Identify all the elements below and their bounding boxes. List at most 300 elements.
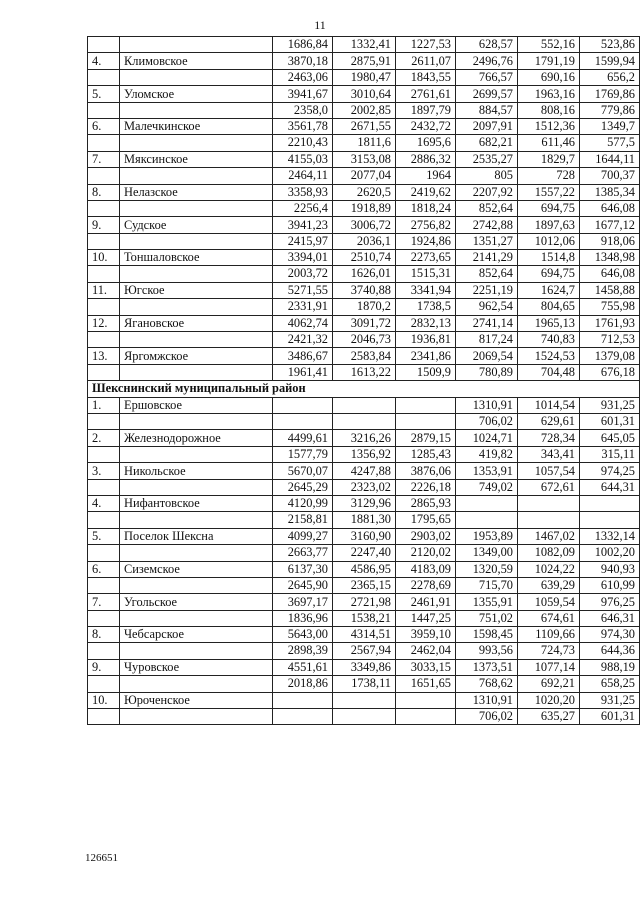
- value-cell: [580, 512, 640, 528]
- settlement-name: Ягановское: [120, 315, 273, 331]
- value-cell: 740,83: [518, 332, 580, 348]
- value-cell: 2036,1: [333, 233, 396, 249]
- value-cell: 4551,61: [273, 659, 333, 675]
- value-cell: 2046,73: [333, 332, 396, 348]
- value-cell: 2461,91: [396, 594, 456, 610]
- value-cell: 3216,26: [333, 430, 396, 446]
- row-number: 11.: [88, 282, 120, 298]
- value-cell: 1953,89: [456, 528, 518, 544]
- value-cell: 2278,69: [396, 577, 456, 593]
- value-cell: 601,31: [580, 413, 640, 429]
- value-cell: 2875,91: [333, 53, 396, 69]
- settlement-name: Угольское: [120, 594, 273, 610]
- value-cell: 3876,06: [396, 463, 456, 479]
- value-cell: [333, 397, 396, 413]
- row-number: 13.: [88, 348, 120, 364]
- row-number: 7.: [88, 594, 120, 610]
- value-cell: 1524,53: [518, 348, 580, 364]
- value-cell: [396, 397, 456, 413]
- value-cell: 1769,86: [580, 86, 640, 102]
- value-cell: 1348,98: [580, 250, 640, 266]
- value-cell: 1509,9: [396, 364, 456, 380]
- value-cell: 2583,84: [333, 348, 396, 364]
- value-cell: 3006,72: [333, 217, 396, 233]
- value-cell: 1109,66: [518, 627, 580, 643]
- value-cell: 656,2: [580, 69, 640, 85]
- row-number: [88, 545, 120, 561]
- value-cell: 2419,62: [396, 184, 456, 200]
- settlement-name: [120, 299, 273, 315]
- value-cell: 3870,18: [273, 53, 333, 69]
- value-cell: [518, 512, 580, 528]
- value-cell: [333, 413, 396, 429]
- value-cell: 601,31: [580, 709, 640, 725]
- settlement-name: Ершовское: [120, 397, 273, 413]
- value-cell: 918,06: [580, 233, 640, 249]
- table-row: [88, 512, 640, 528]
- value-cell: 1613,22: [333, 364, 396, 380]
- value-cell: 611,46: [518, 135, 580, 151]
- settlement-name: Югское: [120, 282, 273, 298]
- value-cell: 706,02: [456, 413, 518, 429]
- value-cell: 1644,11: [580, 151, 640, 167]
- row-number: 3.: [88, 463, 120, 479]
- table-row: [88, 69, 640, 85]
- value-cell: 2207,92: [456, 184, 518, 200]
- value-cell: 1964: [396, 168, 456, 184]
- table-row: [88, 151, 640, 167]
- value-cell: 817,24: [456, 332, 518, 348]
- table-row: [88, 364, 640, 380]
- value-cell: 2886,32: [396, 151, 456, 167]
- value-cell: 1349,7: [580, 118, 640, 134]
- value-cell: 3033,15: [396, 659, 456, 675]
- value-cell: 5670,07: [273, 463, 333, 479]
- value-cell: 2865,93: [396, 495, 456, 511]
- settlement-name: [120, 135, 273, 151]
- table-row: [88, 250, 640, 266]
- section-row: [88, 381, 640, 397]
- settlement-name: Чебсарское: [120, 627, 273, 643]
- row-number: [88, 446, 120, 462]
- value-cell: [273, 413, 333, 429]
- value-cell: 2567,94: [333, 643, 396, 659]
- value-cell: 1227,53: [396, 37, 456, 53]
- value-cell: [396, 692, 456, 708]
- value-cell: 610,99: [580, 577, 640, 593]
- value-cell: [273, 397, 333, 413]
- value-cell: 4314,51: [333, 627, 396, 643]
- settlement-name: [120, 479, 273, 495]
- value-cell: 646,31: [580, 610, 640, 626]
- value-cell: 766,57: [456, 69, 518, 85]
- table-row: [88, 479, 640, 495]
- value-cell: 2663,77: [273, 545, 333, 561]
- value-cell: 1624,7: [518, 282, 580, 298]
- row-number: [88, 69, 120, 85]
- settlement-name: [120, 102, 273, 118]
- value-cell: 2879,15: [396, 430, 456, 446]
- value-cell: 755,98: [580, 299, 640, 315]
- value-cell: 2002,85: [333, 102, 396, 118]
- value-cell: 1077,14: [518, 659, 580, 675]
- value-cell: 1355,91: [456, 594, 518, 610]
- value-cell: 700,37: [580, 168, 640, 184]
- value-cell: 2671,55: [333, 118, 396, 134]
- value-cell: 577,5: [580, 135, 640, 151]
- value-cell: 4247,88: [333, 463, 396, 479]
- value-cell: 1677,12: [580, 217, 640, 233]
- value-cell: 2898,39: [273, 643, 333, 659]
- row-number: [88, 37, 120, 53]
- table-row: [88, 709, 640, 725]
- value-cell: 4183,09: [396, 561, 456, 577]
- value-cell: 706,02: [456, 709, 518, 725]
- settlement-name: Чуровское: [120, 659, 273, 675]
- value-cell: 3941,23: [273, 217, 333, 233]
- value-cell: 1924,86: [396, 233, 456, 249]
- table-row: [88, 397, 640, 413]
- row-number: [88, 413, 120, 429]
- value-cell: 993,56: [456, 643, 518, 659]
- value-cell: [333, 692, 396, 708]
- value-cell: 3349,86: [333, 659, 396, 675]
- value-cell: 2699,57: [456, 86, 518, 102]
- value-cell: 2097,91: [456, 118, 518, 134]
- value-cell: 1057,54: [518, 463, 580, 479]
- value-cell: 646,08: [580, 200, 640, 216]
- value-cell: 2761,61: [396, 86, 456, 102]
- value-cell: 780,89: [456, 364, 518, 380]
- value-cell: 1351,27: [456, 233, 518, 249]
- value-cell: 1577,79: [273, 446, 333, 462]
- row-number: 6.: [88, 561, 120, 577]
- table-row: [88, 577, 640, 593]
- table-row: [88, 332, 640, 348]
- value-cell: 1897,63: [518, 217, 580, 233]
- row-number: 7.: [88, 151, 120, 167]
- row-number: 12.: [88, 315, 120, 331]
- value-cell: 962,54: [456, 299, 518, 315]
- value-cell: [273, 709, 333, 725]
- value-cell: 1514,8: [518, 250, 580, 266]
- value-cell: 1332,14: [580, 528, 640, 544]
- value-cell: 315,11: [580, 446, 640, 462]
- value-cell: 2645,29: [273, 479, 333, 495]
- value-cell: 672,61: [518, 479, 580, 495]
- settlement-name: [120, 364, 273, 380]
- value-cell: 931,25: [580, 692, 640, 708]
- table-row: [88, 659, 640, 675]
- value-cell: 3959,10: [396, 627, 456, 643]
- table-row: [88, 315, 640, 331]
- table-row: [88, 627, 640, 643]
- value-cell: 628,57: [456, 37, 518, 53]
- value-cell: 1512,36: [518, 118, 580, 134]
- value-cell: 988,19: [580, 659, 640, 675]
- value-cell: 1965,13: [518, 315, 580, 331]
- settlement-name: Климовское: [120, 53, 273, 69]
- value-cell: 552,16: [518, 37, 580, 53]
- value-cell: 1447,25: [396, 610, 456, 626]
- value-cell: 3486,67: [273, 348, 333, 364]
- value-cell: 2210,43: [273, 135, 333, 151]
- value-cell: 2273,65: [396, 250, 456, 266]
- value-cell: 3941,67: [273, 86, 333, 102]
- settlement-name: [120, 200, 273, 216]
- table-row: [88, 102, 640, 118]
- value-cell: 4499,61: [273, 430, 333, 446]
- table-row: [88, 545, 640, 561]
- settlement-name: [120, 69, 273, 85]
- value-cell: 1349,00: [456, 545, 518, 561]
- value-cell: 1695,6: [396, 135, 456, 151]
- settlement-name: [120, 332, 273, 348]
- value-cell: 646,08: [580, 266, 640, 282]
- value-cell: 682,21: [456, 135, 518, 151]
- value-cell: [396, 709, 456, 725]
- value-cell: 1651,65: [396, 676, 456, 692]
- value-cell: 1310,91: [456, 397, 518, 413]
- value-cell: 1881,30: [333, 512, 396, 528]
- row-number: 10.: [88, 692, 120, 708]
- settlement-name: [120, 643, 273, 659]
- settlement-name: Юроченское: [120, 692, 273, 708]
- value-cell: 674,61: [518, 610, 580, 626]
- settlement-name: [120, 577, 273, 593]
- settlement-name: [120, 610, 273, 626]
- value-cell: 694,75: [518, 200, 580, 216]
- row-number: 5.: [88, 528, 120, 544]
- value-cell: 974,25: [580, 463, 640, 479]
- value-cell: 1285,43: [396, 446, 456, 462]
- value-cell: 3153,08: [333, 151, 396, 167]
- row-number: [88, 299, 120, 315]
- table-row: [88, 610, 640, 626]
- settlement-name: Железнодорожное: [120, 430, 273, 446]
- value-cell: 1791,19: [518, 53, 580, 69]
- value-cell: 1515,31: [396, 266, 456, 282]
- table-row: [88, 184, 640, 200]
- value-cell: 1024,71: [456, 430, 518, 446]
- value-cell: 852,64: [456, 200, 518, 216]
- table-row: [88, 463, 640, 479]
- settlement-name: [120, 545, 273, 561]
- document-code: 126651: [85, 852, 118, 864]
- value-cell: 694,75: [518, 266, 580, 282]
- value-cell: 639,29: [518, 577, 580, 593]
- row-number: [88, 676, 120, 692]
- table-row: [88, 692, 640, 708]
- table-body: [88, 37, 640, 725]
- value-cell: 2251,19: [456, 282, 518, 298]
- settlement-name: [120, 37, 273, 53]
- value-cell: 2463,06: [273, 69, 333, 85]
- value-cell: 4155,03: [273, 151, 333, 167]
- settlement-name: [120, 266, 273, 282]
- value-cell: 728,34: [518, 430, 580, 446]
- table-row: [88, 86, 640, 102]
- value-cell: [518, 495, 580, 511]
- table-row: [88, 217, 640, 233]
- value-cell: 2077,04: [333, 168, 396, 184]
- value-cell: 1918,89: [333, 200, 396, 216]
- value-cell: 1795,65: [396, 512, 456, 528]
- row-number: 9.: [88, 217, 120, 233]
- row-number: 9.: [88, 659, 120, 675]
- value-cell: 2756,82: [396, 217, 456, 233]
- value-cell: 2226,18: [396, 479, 456, 495]
- value-cell: 3740,88: [333, 282, 396, 298]
- value-cell: 931,25: [580, 397, 640, 413]
- table-row: [88, 495, 640, 511]
- value-cell: 3129,96: [333, 495, 396, 511]
- value-cell: 3697,17: [273, 594, 333, 610]
- value-cell: 1082,09: [518, 545, 580, 561]
- settlement-name: [120, 168, 273, 184]
- table-row: [88, 430, 640, 446]
- settlement-name: Тоншаловское: [120, 250, 273, 266]
- settlement-name: Судское: [120, 217, 273, 233]
- row-number: [88, 610, 120, 626]
- table-row: [88, 118, 640, 134]
- table-row: [88, 135, 640, 151]
- value-cell: 3561,78: [273, 118, 333, 134]
- value-cell: 343,41: [518, 446, 580, 462]
- value-cell: 644,36: [580, 643, 640, 659]
- value-cell: 4099,27: [273, 528, 333, 544]
- value-cell: 3394,01: [273, 250, 333, 266]
- table-row: [88, 594, 640, 610]
- value-cell: 1014,54: [518, 397, 580, 413]
- value-cell: [333, 709, 396, 725]
- value-cell: 1963,16: [518, 86, 580, 102]
- settlement-name: Малечкинское: [120, 118, 273, 134]
- value-cell: 692,21: [518, 676, 580, 692]
- row-number: [88, 135, 120, 151]
- value-cell: 1020,20: [518, 692, 580, 708]
- settlement-name: [120, 709, 273, 725]
- row-number: [88, 709, 120, 725]
- row-number: [88, 332, 120, 348]
- value-cell: [273, 692, 333, 708]
- value-cell: 779,86: [580, 102, 640, 118]
- settlement-name: [120, 413, 273, 429]
- settlement-name: [120, 233, 273, 249]
- value-cell: 1012,06: [518, 233, 580, 249]
- table-row: [88, 53, 640, 69]
- row-number: 5.: [88, 86, 120, 102]
- value-cell: 808,16: [518, 102, 580, 118]
- row-number: 6.: [88, 118, 120, 134]
- value-cell: 645,05: [580, 430, 640, 446]
- value-cell: 1738,11: [333, 676, 396, 692]
- table-row: [88, 266, 640, 282]
- value-cell: 1626,01: [333, 266, 396, 282]
- value-cell: 1686,84: [273, 37, 333, 53]
- value-cell: 1738,5: [396, 299, 456, 315]
- value-cell: [456, 512, 518, 528]
- row-number: [88, 364, 120, 380]
- value-cell: 2742,88: [456, 217, 518, 233]
- row-number: 2.: [88, 430, 120, 446]
- value-cell: 1356,92: [333, 446, 396, 462]
- settlement-name: Сиземское: [120, 561, 273, 577]
- table-row: [88, 561, 640, 577]
- row-number: [88, 512, 120, 528]
- value-cell: 1897,79: [396, 102, 456, 118]
- value-cell: 940,93: [580, 561, 640, 577]
- value-cell: 704,48: [518, 364, 580, 380]
- value-cell: 1458,88: [580, 282, 640, 298]
- value-cell: 1557,22: [518, 184, 580, 200]
- value-cell: 728: [518, 168, 580, 184]
- table-row: [88, 282, 640, 298]
- value-cell: [456, 495, 518, 511]
- value-cell: 1373,51: [456, 659, 518, 675]
- table-row: [88, 299, 640, 315]
- value-cell: 629,61: [518, 413, 580, 429]
- row-number: [88, 168, 120, 184]
- table-row: [88, 233, 640, 249]
- value-cell: 2741,14: [456, 315, 518, 331]
- settlement-name: Никольское: [120, 463, 273, 479]
- value-cell: 1818,24: [396, 200, 456, 216]
- row-number: [88, 577, 120, 593]
- settlement-name: Мяксинское: [120, 151, 273, 167]
- value-cell: 2365,15: [333, 577, 396, 593]
- value-cell: 5271,55: [273, 282, 333, 298]
- table-row: [88, 37, 640, 53]
- value-cell: 768,62: [456, 676, 518, 692]
- table-row: [88, 413, 640, 429]
- value-cell: 1598,45: [456, 627, 518, 643]
- value-cell: 2510,74: [333, 250, 396, 266]
- value-cell: 1332,41: [333, 37, 396, 53]
- value-cell: 644,31: [580, 479, 640, 495]
- table-row: [88, 348, 640, 364]
- value-cell: 2069,54: [456, 348, 518, 364]
- value-cell: 1936,81: [396, 332, 456, 348]
- value-cell: 2158,81: [273, 512, 333, 528]
- value-cell: 1024,22: [518, 561, 580, 577]
- value-cell: 419,82: [456, 446, 518, 462]
- value-cell: 635,27: [518, 709, 580, 725]
- tariff-table: [87, 36, 640, 725]
- table-row: [88, 446, 640, 462]
- value-cell: 1836,96: [273, 610, 333, 626]
- value-cell: 805: [456, 168, 518, 184]
- value-cell: 2003,72: [273, 266, 333, 282]
- value-cell: 715,70: [456, 577, 518, 593]
- value-cell: 2432,72: [396, 118, 456, 134]
- row-number: [88, 233, 120, 249]
- value-cell: 2832,13: [396, 315, 456, 331]
- value-cell: 523,86: [580, 37, 640, 53]
- value-cell: 1002,20: [580, 545, 640, 561]
- value-cell: 690,16: [518, 69, 580, 85]
- value-cell: 804,65: [518, 299, 580, 315]
- value-cell: 1829,7: [518, 151, 580, 167]
- value-cell: 1538,21: [333, 610, 396, 626]
- row-number: [88, 479, 120, 495]
- settlement-name: Уломское: [120, 86, 273, 102]
- value-cell: 3091,72: [333, 315, 396, 331]
- value-cell: [580, 495, 640, 511]
- value-cell: 2120,02: [396, 545, 456, 561]
- value-cell: 976,25: [580, 594, 640, 610]
- value-cell: 2331,91: [273, 299, 333, 315]
